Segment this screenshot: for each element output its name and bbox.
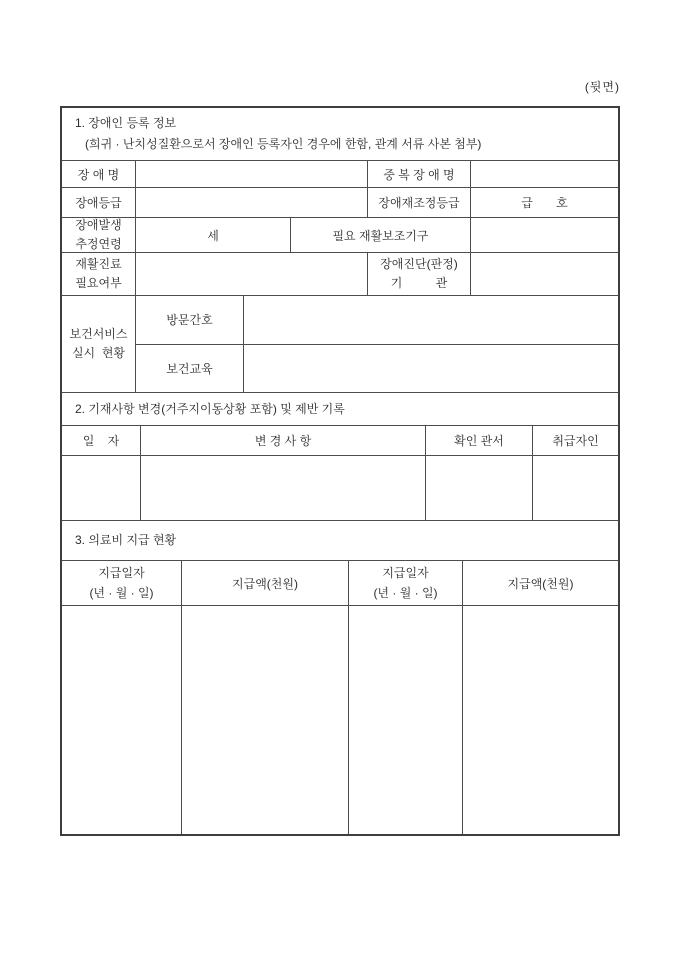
section1-title-block [62, 108, 618, 160]
change-date-cell [62, 456, 140, 520]
handler-seal-cell [532, 456, 618, 520]
diagnosis-org-label: 장애진단(판정) 기 관 [367, 253, 470, 295]
health-education-value [243, 345, 618, 393]
section3-header-row [62, 560, 618, 605]
section1-title: 1. 장애인 등록 정보 [75, 116, 177, 130]
disability-grade-row [62, 187, 618, 217]
visiting-nurse-label: 방문간호 [166, 313, 213, 328]
rehab-aid-value [470, 218, 618, 252]
onset-age-label: 장애발생 추정연령 [75, 218, 122, 251]
diagnosis-org-value [470, 253, 618, 295]
change-date-header: 일 자 [82, 434, 120, 448]
section3-title-block [62, 521, 618, 560]
health-education-label: 보건교육 [166, 361, 213, 376]
page-side-note: (뒷면) [584, 80, 620, 94]
grade-readjustment-value: 급 호 [470, 188, 618, 217]
visiting-nurse-value [243, 296, 618, 344]
change-detail-cell [140, 456, 425, 520]
health-service-row [62, 295, 618, 392]
section2-entry-row [62, 455, 618, 520]
pay-date-header-1: 지급일자 (년 · 월 · 일) [89, 566, 154, 600]
pay-date-header-2: 지급일자 (년 · 월 · 일) [348, 561, 462, 605]
form-table [60, 106, 620, 836]
onset-age-row [62, 217, 618, 252]
pay-amount-header-2: 지급액(천원) [462, 561, 618, 605]
health-education-subrow [136, 344, 618, 393]
pay-date-cell-1 [62, 606, 181, 834]
pay-amount-cell-2 [462, 606, 618, 834]
disability-name-label: 장 애 명 [77, 167, 120, 182]
multiple-disability-label: 중 복 장 애 명 [367, 161, 470, 187]
disability-grade-label: 장애등급 [75, 196, 122, 210]
grade-readjustment-label: 장애재조정등급 [367, 188, 470, 217]
health-service-subtable [135, 296, 618, 392]
rehab-need-row [62, 252, 618, 295]
rehab-need-label: 재활진료 필요여부 [75, 257, 122, 290]
section1-title-row [62, 108, 618, 160]
multiple-disability-value [470, 161, 618, 187]
section2-title-row [62, 392, 618, 425]
pay-amount-cell-1 [181, 606, 348, 834]
disability-grade-value [135, 188, 367, 217]
pay-amount-header-1: 지급액(천원) [181, 561, 348, 605]
handler-seal-header: 취급자인 [532, 426, 618, 455]
section2-title: 2. 기재사항 변경(거주지이동상황 포함) 및 제반 기록 [75, 401, 345, 416]
confirm-office-header: 확인 관서 [425, 426, 532, 455]
section3-title-row [62, 520, 618, 560]
change-detail-header: 변 경 사 항 [140, 426, 425, 455]
section2-header-row [62, 425, 618, 455]
section2-title-block [62, 393, 618, 425]
section1-subtitle: (희귀 · 난치성질환으로서 장애인 등록자인 경우에 한함, 관계 서류 사본 첨부) [85, 137, 482, 151]
rehab-need-value [135, 253, 367, 295]
visiting-nurse-subrow [136, 296, 618, 344]
rehab-aid-label: 필요 재활보조기구 [290, 218, 470, 252]
section3-title: 3. 의료비 지급 현황 [75, 533, 177, 547]
disability-name-row [62, 160, 618, 187]
health-service-label: 보건서비스 실시 현황 [69, 327, 128, 360]
pay-date-cell-2 [348, 606, 462, 834]
section3-entry-row [62, 605, 618, 834]
confirm-office-cell [425, 456, 532, 520]
onset-age-value: 세 [135, 218, 290, 252]
disability-name-value [135, 161, 367, 187]
